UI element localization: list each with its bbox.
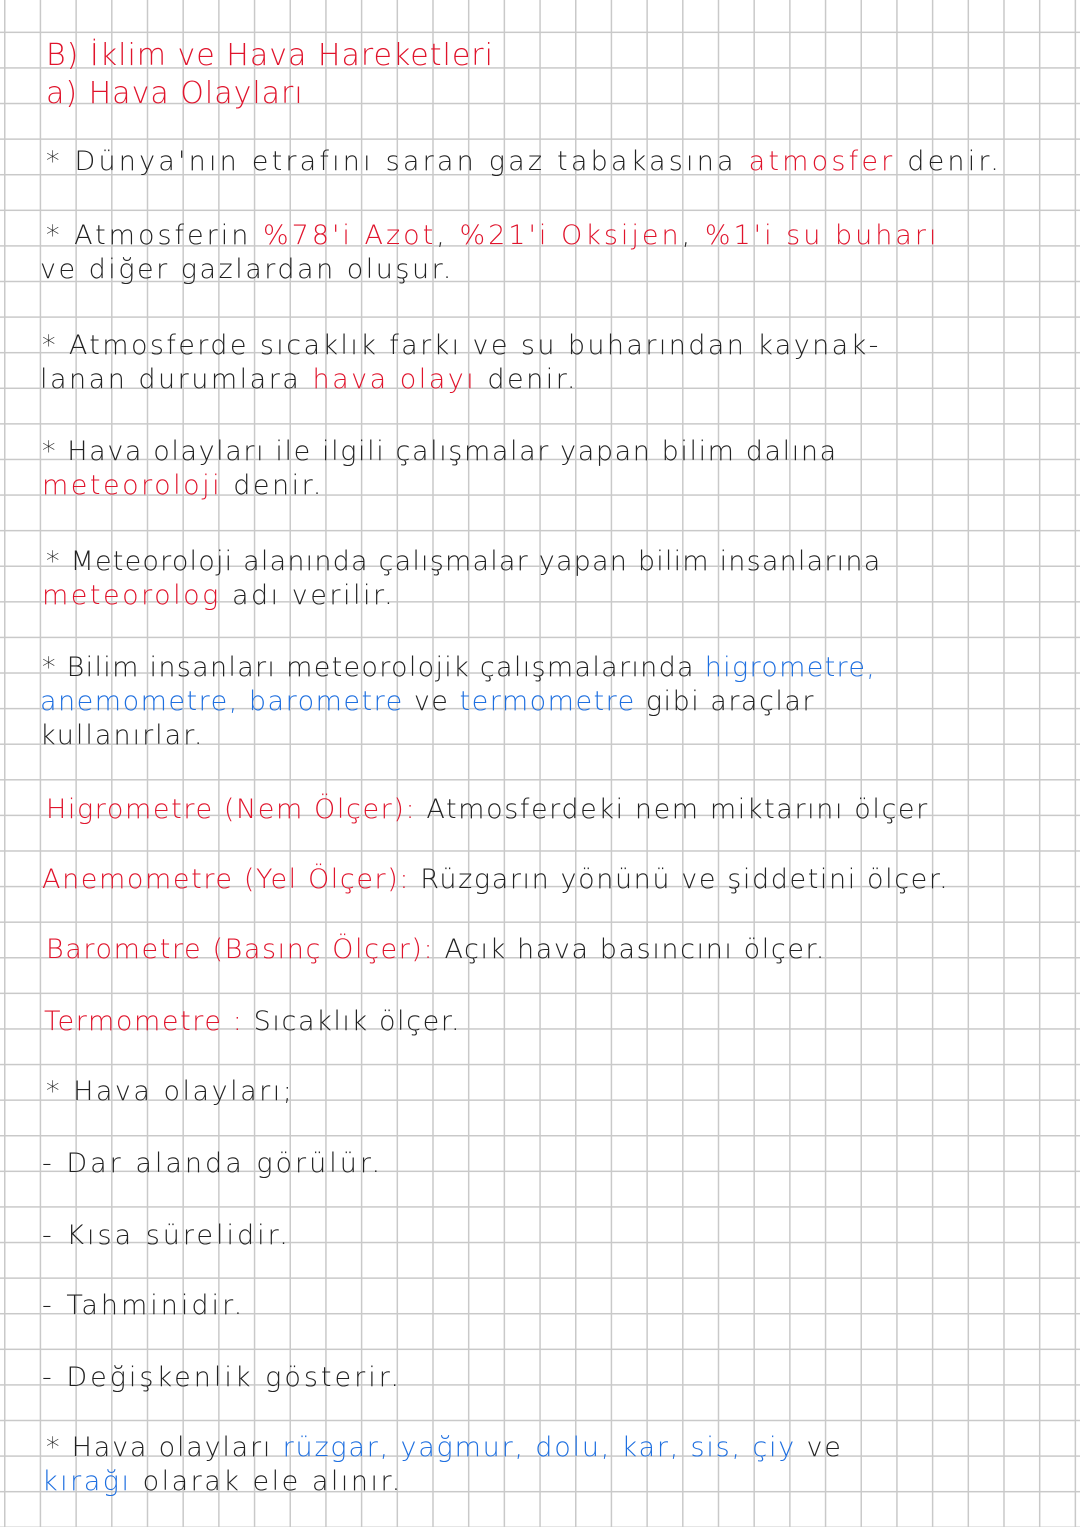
paragraph-meteoroloji (42, 470, 324, 501)
instrument-row (44, 1006, 461, 1037)
paragraph-examples-end (42, 1466, 403, 1497)
paragraph-atmosfer-definition (46, 146, 1002, 177)
text: denir. (487, 364, 578, 395)
instrument-name: Higrometre (Nem Ölçer): (46, 794, 417, 825)
text: * Bilim insanları meteorolojik çalışmalarında (42, 652, 695, 683)
instrument-name: Termometre : (44, 1006, 244, 1037)
comma: , (681, 220, 694, 251)
text: adı verilir. (231, 580, 396, 611)
subsection-heading: a) Hava Olayları (46, 76, 304, 111)
example-ruzgar: rüzgar, (282, 1432, 391, 1463)
instrument-desc: Atmosferdeki nem miktarını ölçer (426, 794, 929, 825)
instrument-desc: Açık hava basıncını ölçer. (444, 934, 826, 965)
feature-item: - Tahminidir. (42, 1290, 246, 1321)
term-hava-olayi: hava olayı (312, 364, 477, 395)
example-dolu: dolu, (535, 1432, 612, 1463)
term-termometre: termometre (459, 686, 636, 717)
instrument-row (42, 864, 949, 895)
paragraph-meteorolog (42, 580, 395, 611)
feature-item: - Kısa sürelidir. (42, 1220, 291, 1251)
text: denir. (907, 146, 1003, 177)
text: ve (806, 1432, 843, 1463)
example-yagmur: yağmur, (400, 1432, 525, 1463)
instrument-row (46, 794, 929, 825)
text: kullanırlar. (40, 720, 205, 751)
text: * Atmosferin (46, 220, 252, 251)
text: gibi araçlar (645, 686, 815, 717)
instrument-name: Anemometre (Yel Ölçer): (42, 864, 411, 895)
feature-item: - Değişkenlik gösterir. (42, 1362, 402, 1393)
term-barometre: barometre (248, 686, 404, 717)
term-meteorolog: meteorolog (42, 580, 221, 611)
example-kar: kar, (621, 1432, 681, 1463)
value-azot: %78'i Azot (262, 220, 437, 251)
paragraph-instruments-intro (42, 652, 876, 683)
text: lanan durumlara (40, 364, 302, 395)
text: denir. (233, 470, 324, 501)
comma: , (436, 220, 448, 251)
text: * Hava olayları (46, 1432, 273, 1463)
term-meteoroloji: meteoroloji (42, 470, 223, 501)
example-sis: sis, (690, 1432, 742, 1463)
value-su-buhari: %1'i su buharı (704, 220, 940, 251)
instrument-desc: Rüzgarın yönünü ve şiddetini ölçer. (420, 864, 950, 895)
text: * Atmosferde sıcaklık farkı ve su buharından kaynak- (42, 330, 881, 361)
term-atmosfer: atmosfer (748, 146, 896, 177)
instrument-desc: Sıcaklık ölçer. (253, 1006, 462, 1037)
paragraph-examples (46, 1432, 843, 1463)
text: * Hava olayları ile ilgili çalışmalar yapan bilim dalına (42, 436, 838, 467)
paragraph-instruments-list (40, 686, 815, 717)
instrument-row (46, 934, 826, 965)
example-ciy: çiy (752, 1432, 797, 1463)
feature-item: - Dar alanda görülür. (42, 1148, 384, 1179)
value-oksijen: %21'i Oksijen (459, 220, 682, 251)
text: olarak ele alınır. (142, 1466, 403, 1497)
text: ve (413, 686, 450, 717)
example-kiragi: kırağı (42, 1466, 132, 1497)
term-higrometre: higrometre, (704, 652, 877, 683)
features-intro: * Hava olayları; (46, 1076, 295, 1107)
text: * Meteoroloji alanında çalışmalar yapan bilim insanlarına (46, 546, 882, 577)
text: ve diğer gazlardan oluşur. (40, 254, 454, 285)
paragraph-hava-olayi (40, 364, 578, 395)
term-anemometre: anemometre, (40, 686, 239, 717)
paragraph-atmosfer-composition (46, 220, 939, 251)
instrument-name: Barometre (Basınç Ölçer): (46, 934, 435, 965)
text: * Dünya'nın etrafını saran gaz tabakasına (46, 146, 737, 177)
section-heading: B) İklim ve Hava Hareketleri (46, 38, 494, 73)
